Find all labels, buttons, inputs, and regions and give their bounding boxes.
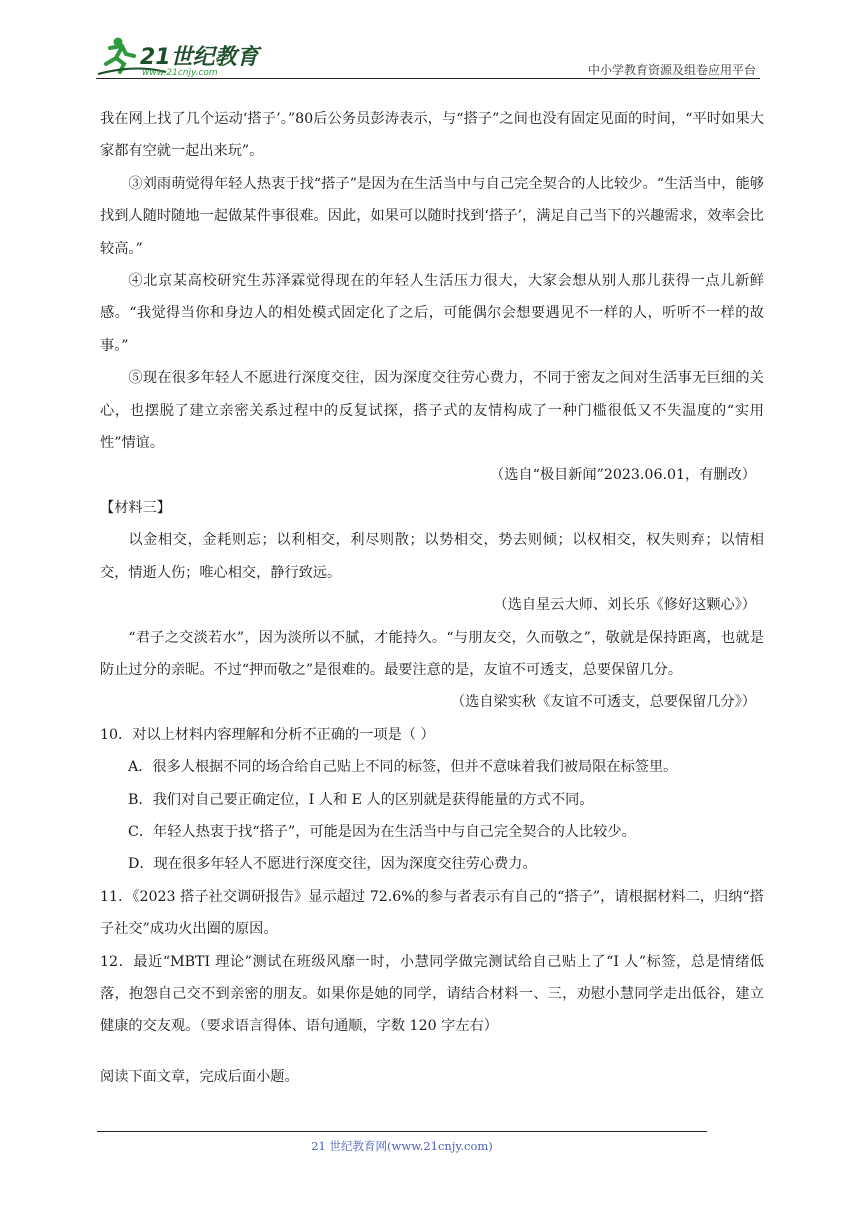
- paragraph-p4: ⑤现在很多年轻人不愿进行深度交往，因为深度交往劳心费力，不同于密友之间对生活事无巨细的关心，也摆脱了建立亲密关系过程中的反复试探，搭子式的友情构成了一种门槛很低又不失温度的“实用性”情谊。: [100, 370, 764, 452]
- question-10: 10．对以上材料内容理解和分析不正确的一项是（ ）: [100, 726, 435, 743]
- paragraph-p1: 我在网上找了几个运动‘搭子’。”80后公务员彭涛表示，与“搭子”之间也没有固定见面的时间，“平时如果大家都有空就一起出来玩”。: [100, 111, 764, 160]
- footer-divider: [97, 1131, 707, 1132]
- reading-instruction: 阅读下面文章，完成后面小题。: [100, 1068, 299, 1085]
- page-header: [96, 34, 760, 78]
- question-10-option-d: D．现在很多年轻人不愿进行深度交往，因为深度交往劳心费力。: [128, 856, 537, 873]
- logo: [96, 34, 266, 78]
- logo-runner-icon: [96, 34, 266, 78]
- question-10-option-c: C．年轻人热衷于找“搭子”，可能是因为在生活当中与自己完全契合的人比较少。: [128, 823, 636, 840]
- question-10-option-a: A．很多人根据不同的场合给自己贴上不同的标签，但并不意味着我们被局限在标签里。: [128, 759, 678, 776]
- material-3-heading: 【材料三】: [100, 499, 171, 516]
- source-citation-2: （选自星云大师、刘长乐《修好这颗心》）: [493, 597, 756, 614]
- logo-url: www.21cnjy.com: [142, 68, 218, 78]
- footer-text: 21 世纪教育网(www.21cnjy.com): [311, 1139, 493, 1153]
- document-body: [100, 103, 764, 1093]
- question-11: 11．《2023 搭子社交调研报告》显示超过 72.6%的参与者表示有自己的“搭子”，请根据材料二，归纳“搭子社交”成功火出圈的原因。: [100, 888, 764, 938]
- paragraph-p2: ③刘雨萌觉得年轻人热衷于找“搭子”是因为在生活当中与自己完全契合的人比较少。“生活当中，能够找到人随时随地一起做某件事很难。因此，如果可以随时找到‘搭子’，满足自己当下的兴趣需求，效率会比较高。”: [100, 175, 764, 257]
- paragraph-p3: ④北京某高校研究生苏泽霖觉得现在的年轻人生活压力很大，大家会想从别人那儿获得一点儿新鲜感。“我觉得当你和身边人的相处模式固定化了之后，可能偶尔会想要遇见不一样的人，听听不一样的故事。”: [100, 273, 764, 354]
- source-citation-3: （选自梁实秋《友谊不可透支，总要保留几分》）: [450, 694, 756, 711]
- question-12: 12．最近“MBTI 理论”测试在班级风靡一时，小慧同学做完测试给自己贴上了“I 人”标签，总是情绪低落，抱怨自己交不到亲密的朋友。如果你是她的同学，请结合材料一、三，劝慰小慧同学走出低谷，建立健康的交友观。（要求语言得体、语句通顺，字数 120 字左右）: [100, 953, 764, 1035]
- paragraph-p6: “君子之交淡若水”，因为淡所以不腻，才能持久。“与朋友交，久而敬之”，敬就是保持距离，也就是防止过分的亲昵。不过“押而敬之”是很难的。最要注意的是，友谊不可透支，总要保留几分。: [100, 629, 764, 678]
- paragraph-p5: 以金相交，金耗则忘；以利相交，利尽则散；以势相交，势去则倾；以权相交，权失则弃；以情相交，情逝人伤；唯心相交，静行致远。: [100, 532, 764, 581]
- question-10-option-b: B．我们对自己要正确定位，I 人和 E 人的区别就是获得能量的方式不同。: [128, 791, 594, 808]
- header-divider: [96, 78, 760, 79]
- source-citation-1: （选自“极目新闻”2023.06.01，有删改）: [490, 467, 756, 484]
- platform-name: 中小学教育资源及组卷应用平台: [587, 63, 756, 77]
- logo-text: 21世纪教育: [140, 45, 259, 70]
- spacer: [100, 1043, 764, 1061]
